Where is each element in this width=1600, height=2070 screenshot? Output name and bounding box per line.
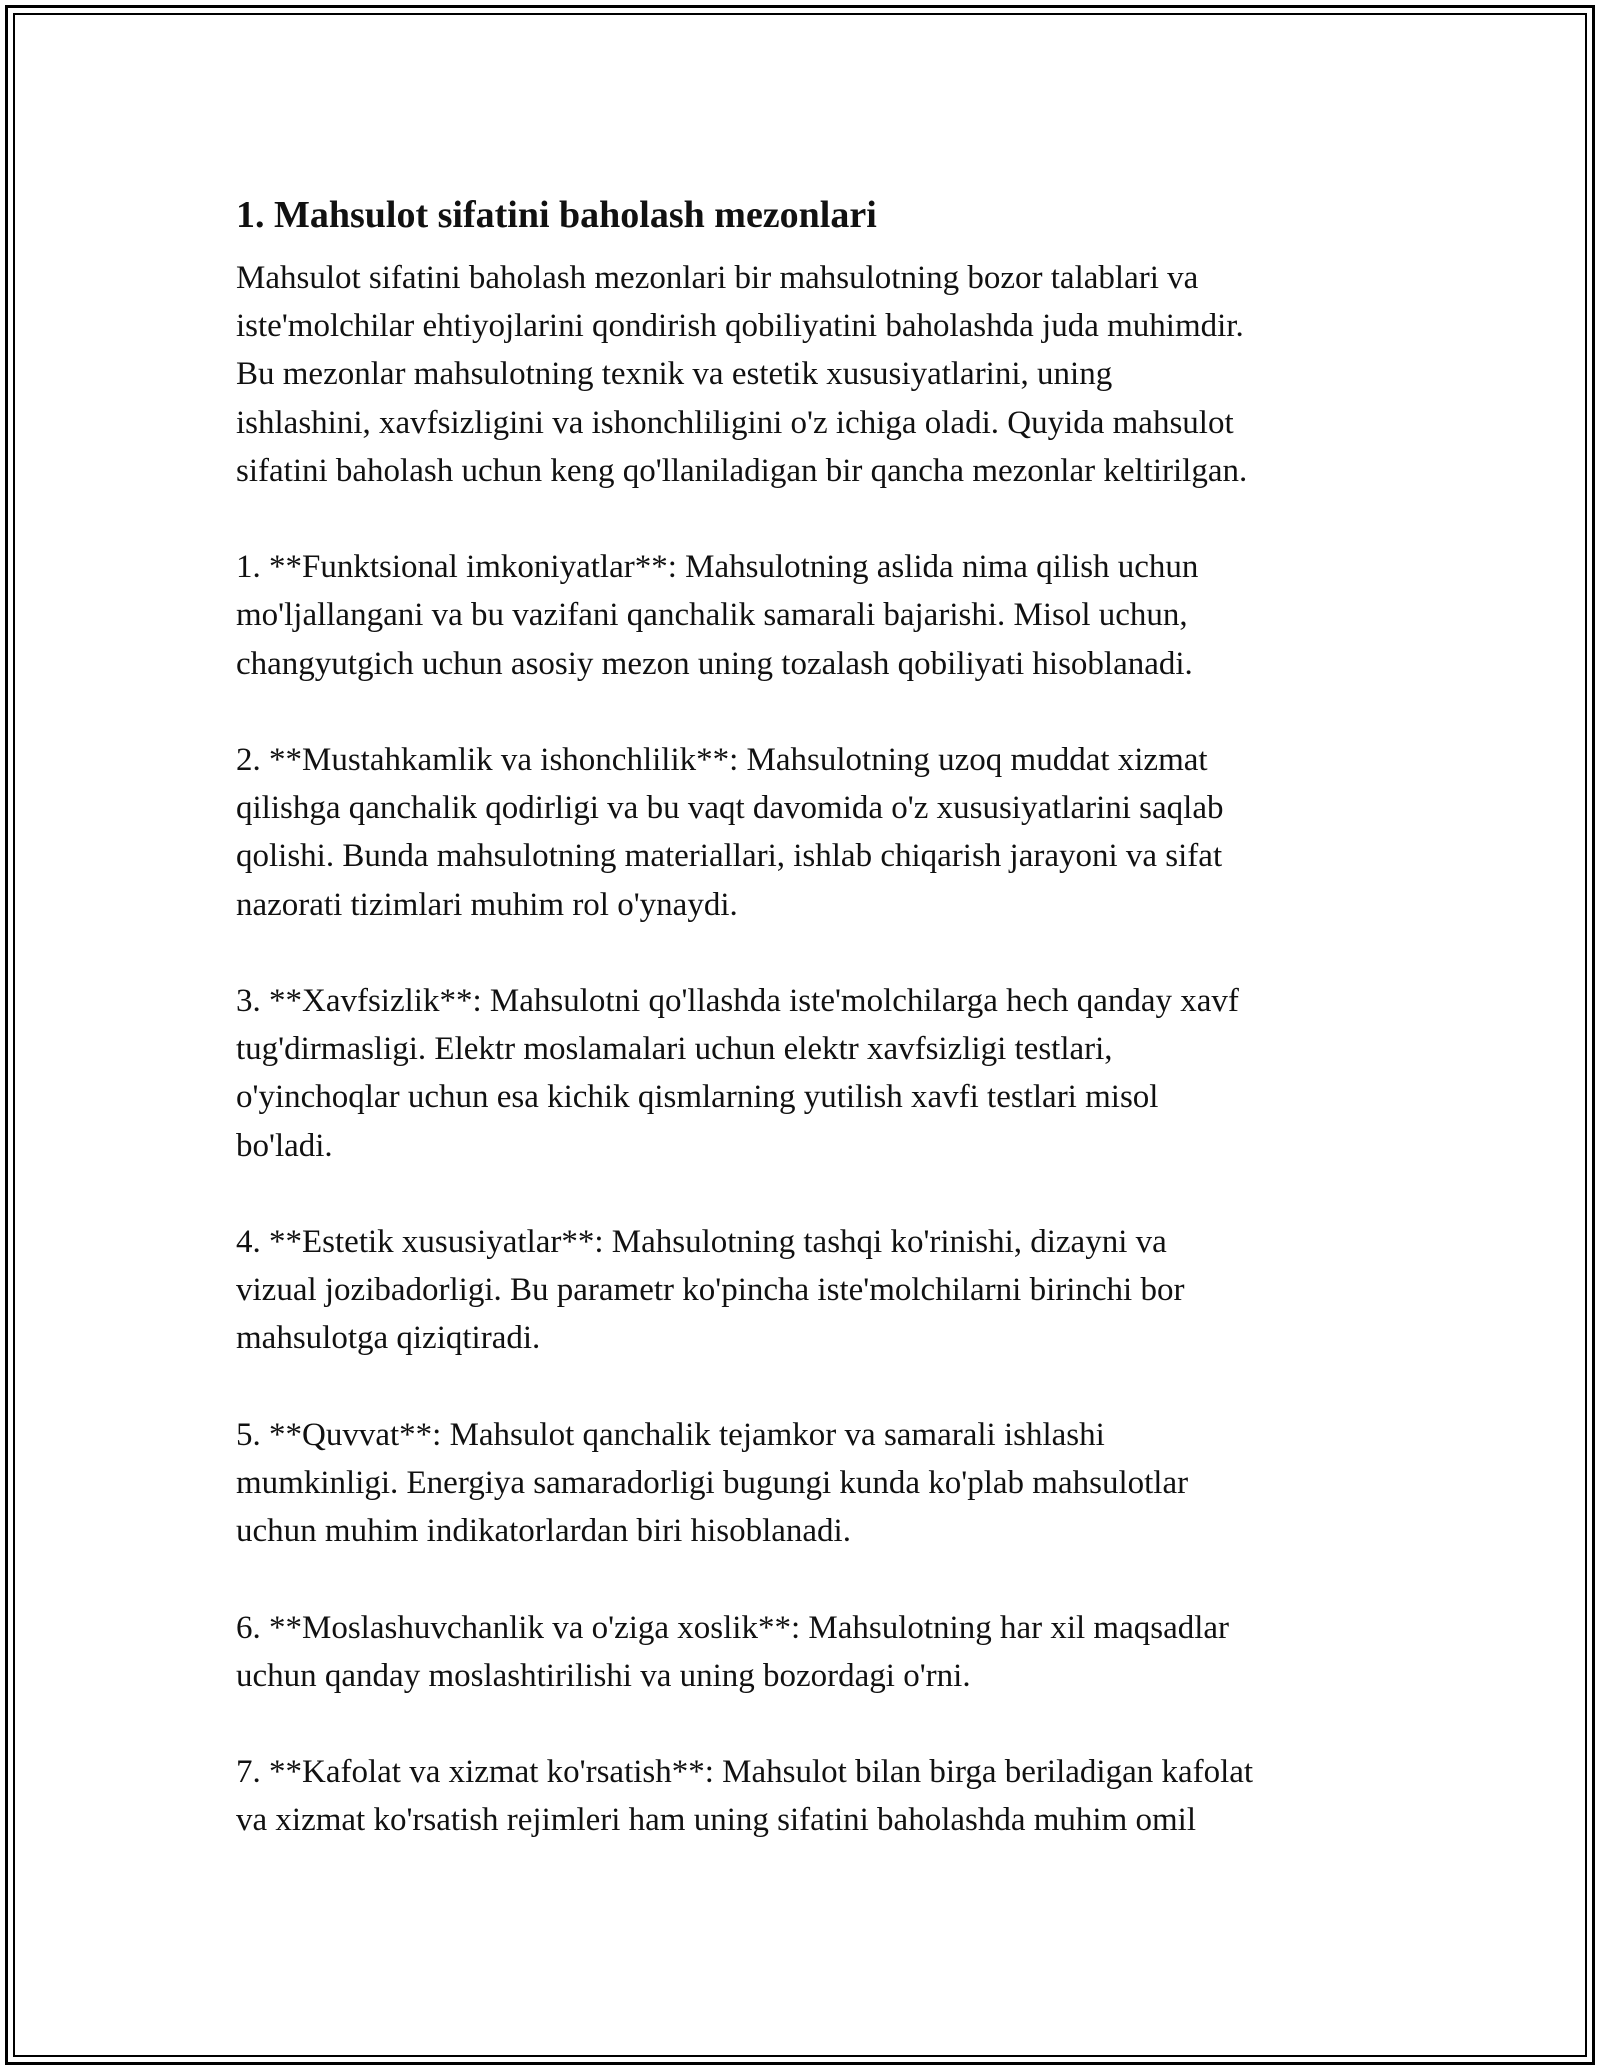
text-line: 3. **Xavfsizlik**: Mahsulotni qo'llashda iste'molchilarga hech qanday xavf [236,983,1239,1019]
text-line: sifatini baholash uchun keng qo'llaniladigan bir qancha mezonlar keltirilgan. [236,452,1248,489]
text-line: o'yinchoqlar uchun esa kichik qismlarning yutilish xavfi testlari misol [236,1079,1159,1116]
text-line: uchun muhim indikatorlardan biri hisoblanadi. [236,1513,851,1550]
section-heading: 1. Mahsulot sifatini baholash mezonlari [236,194,877,236]
text-line: tug'dirmasligi. Elektr moslamalari uchun elektr xavfsizligi testlari, [236,1031,1113,1068]
text-line: 2. **Mustahkamlik va ishonchlilik**: Mahsulotning uzoq muddat xizmat [236,742,1208,778]
text-line: nazorati tizimlari muhim rol o'ynaydi. [236,886,738,923]
text-line: vizual jozibadorligi. Bu parametr ko'pincha iste'molchilarni birinchi bor [236,1272,1185,1309]
text-line: uchun qanday moslashtirilishi va uning bozordagi o'rni. [236,1657,971,1694]
criterion-paragraph-3 [236,977,1376,1170]
text-line: va xizmat ko'rsatish rejimleri ham uning sifatini baholashda muhim omil [236,1802,1197,1839]
text-line: changyutgich uchun asosiy mezon uning tozalash qobiliyati hisoblanadi. [236,645,1193,682]
text-line: mo'ljallangani va bu vazifani qanchalik samarali bajarishi. Misol uchun, [236,597,1188,634]
criterion-paragraph-7 [236,1748,1376,1844]
text-line: 5. **Quvvat**: Mahsulot qanchalik tejamkor va samarali ishlashi [236,1416,1105,1453]
text-line: 4. **Estetik xususiyatlar**: Mahsulotning tashqi ko'rinishi, dizayni va [236,1224,1167,1260]
text-line: bo'ladi. [236,1127,333,1164]
text-line: iste'molchilar ehtiyojlarini qondirish qobiliyatini baholashda juda muhimdir. [236,308,1244,345]
criterion-paragraph-1 [236,543,1376,688]
text-line: 1. **Funktsional imkoniyatlar**: Mahsulotning aslida nima qilish uchun [236,549,1199,586]
text-line: qilishga qanchalik qodirligi va bu vaqt davomida o'z xususiyatlarini saqlab [236,790,1224,827]
intro-paragraph [236,254,1376,495]
criterion-paragraph-4 [236,1218,1376,1363]
text-line: Mahsulot sifatini baholash mezonlari bir mahsulotning bozor talablari va [236,260,1199,296]
criterion-paragraph-5 [236,1411,1376,1556]
text-line: 6. **Moslashuvchanlik va o'ziga xoslik**: Mahsulotning har xil maqsadlar [236,1609,1230,1646]
document-body [236,185,1376,1893]
text-line: mumkinligi. Energiya samaradorligi bugungi kunda ko'plab mahsulotlar [236,1465,1189,1501]
text-line: qolishi. Bunda mahsulotning materiallari, ishlab chiqarish jarayoni va sifat [236,838,1223,875]
text-line: mahsulotga qiziqtiradi. [236,1320,541,1357]
text-line: ishlashini, xavfsizligini va ishonchliligini o'z ichiga oladi. Quyida mahsulot [236,404,1234,441]
criterion-paragraph-2 [236,736,1376,929]
text-line: Bu mezonlar mahsulotning texnik va estetik xususiyatlarini, uning [236,356,1113,393]
text-line: 7. **Kafolat va xizmat ko'rsatish**: Mahsulot bilan birga beriladigan kafolat [236,1754,1254,1791]
criterion-paragraph-6 [236,1604,1376,1700]
